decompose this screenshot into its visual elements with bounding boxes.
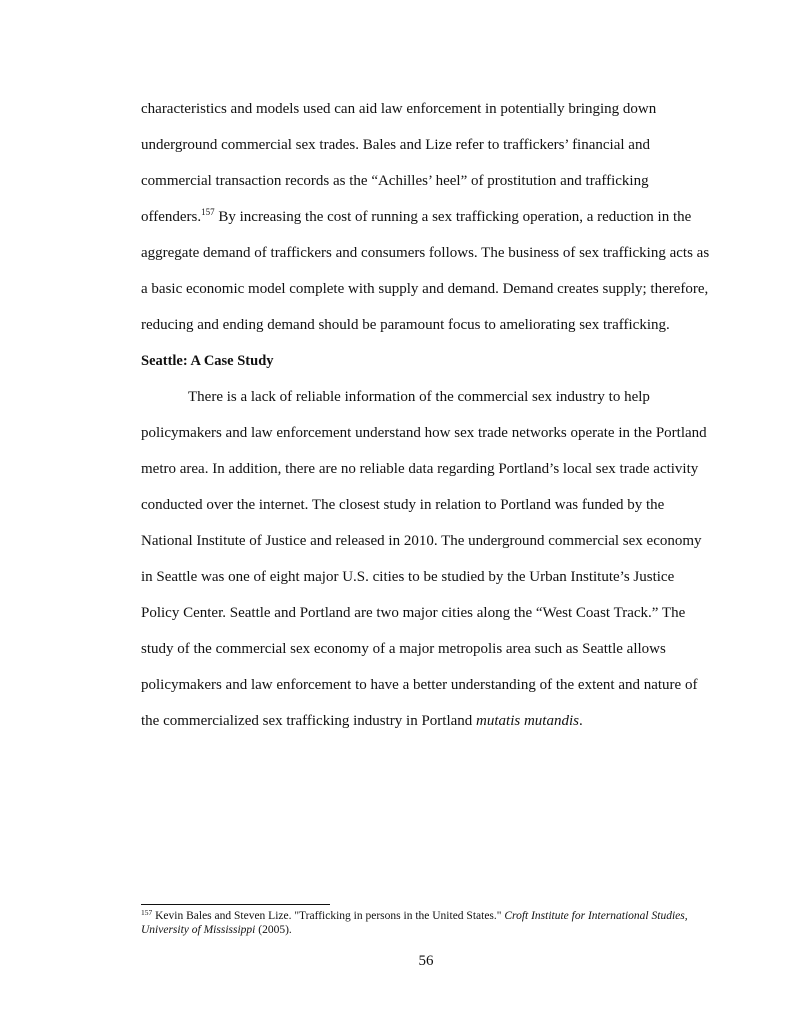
page-number: 56 (418, 953, 434, 969)
section-heading: Seattle: A Case Study (141, 353, 274, 369)
paragraph-1-text-a: characteristics and models used can aid law enforcement in potentially bringing down underground commercial sex trades. Bales and Lize refer to traffickers’ financial and commercial transaction records as the “Achilles’ heel” of prostitution and trafficking offenders. (141, 101, 657, 225)
paragraph-2-text-b: . (578, 713, 583, 729)
body-text (141, 91, 711, 739)
footnote-text-b: (2005). (255, 924, 292, 936)
footnote-reference[interactable]: 157 (201, 207, 215, 217)
paragraph-2 (141, 379, 711, 739)
paragraph-2-text-a: There is a lack of reliable information of the commercial sex industry to help policymakers and law enforcement understand how sex trade networks operate in the Portland metro area. In addition, there are no reliable data regarding Portland’s local sex trade activity conducted over the internet. The closest study in relation to Portland was funded by the National Institute of Justice and released in 2010. The underground commercial sex economy in Seattle was one of eight major U.S. cities to be studied by the Urban Institute’s Justice Policy Center. Seattle and Portland are two major cities along the “West Coast Track.” The study of the commercial sex economy of a major metropolis area such as Seattle allows policymakers and law enforcement to have a better understanding of the extent and nature of the commercialized sex trafficking industry in Portland (141, 389, 707, 729)
footnote-text-a: Kevin Bales and Steven Lize. "Trafficking in persons in the United States." (152, 910, 505, 922)
footnote-divider (141, 904, 330, 905)
footnote-number: 157 (141, 908, 153, 917)
paragraph-1 (141, 91, 711, 343)
paragraph-2-italic: mutatis mutandis (476, 713, 579, 729)
paragraph-1-text-b: By increasing the cost of running a sex trafficking operation, a reduction in the aggregate demand of traffickers and consumers follows. The business of sex trafficking acts as a basic economic model complete with supply and demand. Demand creates supply; therefore, reducing and ending demand should be paramount focus to ameliorating sex trafficking. (141, 209, 710, 333)
footnote (141, 909, 711, 937)
footnote-italic: Croft Institute for International Studies, University of Mississippi (141, 910, 688, 936)
